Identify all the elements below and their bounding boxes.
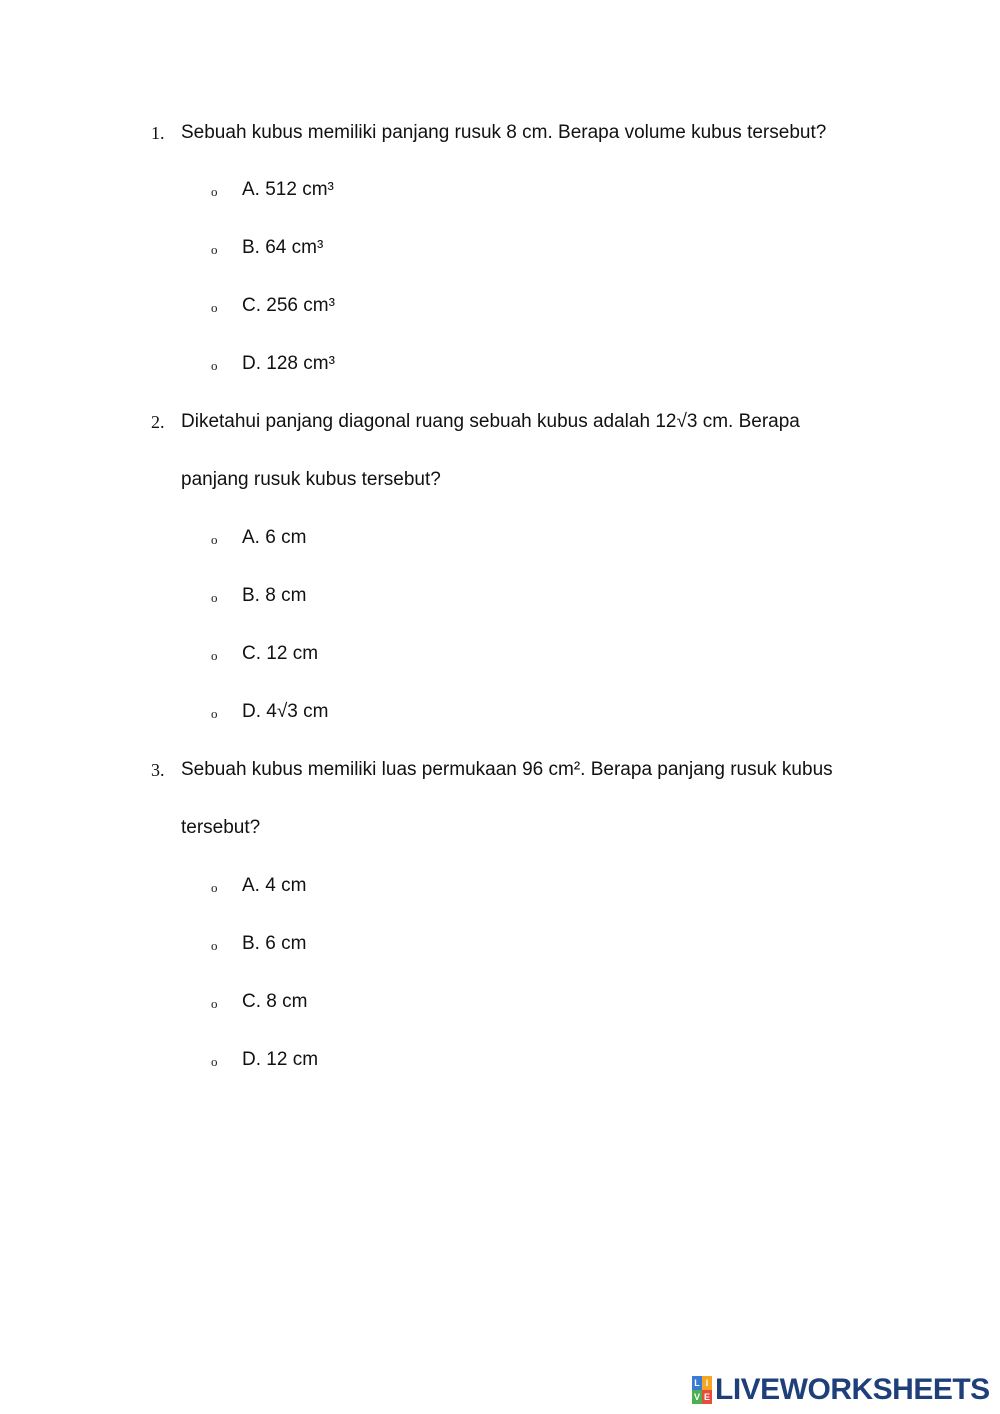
option-label[interactable]: D. 128 cm³ xyxy=(242,353,335,374)
radio-bullet-icon[interactable]: o xyxy=(211,1054,218,1069)
question-number: 1. xyxy=(151,123,165,143)
question-number: 3. xyxy=(151,760,165,780)
question-text: Diketahui panjang diagonal ruang sebuah kubus adalah 12√3 cm. Berapa xyxy=(181,411,800,432)
logo-badge-letter: V xyxy=(693,1392,700,1402)
option-label[interactable]: A. 512 cm³ xyxy=(242,179,334,200)
option-label[interactable]: B. 8 cm xyxy=(242,585,307,606)
radio-bullet-icon[interactable]: o xyxy=(211,184,218,199)
logo-badge-icon xyxy=(692,1376,712,1404)
radio-bullet-icon[interactable]: o xyxy=(211,358,218,373)
radio-bullet-icon[interactable]: o xyxy=(211,648,218,663)
radio-bullet-icon[interactable]: o xyxy=(211,242,218,257)
logo-badge-letter: L xyxy=(692,1376,702,1390)
radio-bullet-icon[interactable]: o xyxy=(211,996,218,1011)
option-label[interactable]: A. 4 cm xyxy=(242,875,307,896)
logo-wordmark: LIVEWORKSHEETS xyxy=(715,1373,990,1406)
radio-bullet-icon[interactable]: o xyxy=(211,706,218,721)
option-label[interactable]: A. 6 cm xyxy=(242,527,307,548)
radio-bullet-icon[interactable]: o xyxy=(211,938,218,953)
option-label[interactable]: B. 64 cm³ xyxy=(242,237,324,258)
liveworksheets-logo xyxy=(692,1373,990,1407)
logo-badge-letter: E xyxy=(703,1392,710,1402)
question-text: Sebuah kubus memiliki luas permukaan 96 cm². Berapa panjang rusuk kubus xyxy=(181,759,833,780)
option-label[interactable]: D. 4√3 cm xyxy=(242,701,329,722)
option-label[interactable]: D. 12 cm xyxy=(242,1049,319,1070)
radio-bullet-icon[interactable]: o xyxy=(211,880,218,895)
radio-bullet-icon[interactable]: o xyxy=(211,300,218,315)
option-label[interactable]: C. 256 cm³ xyxy=(242,295,335,316)
option-label[interactable]: C. 12 cm xyxy=(242,643,319,664)
question-text: Sebuah kubus memiliki panjang rusuk 8 cm. Berapa volume kubus tersebut? xyxy=(181,122,827,143)
question-text-continued: panjang rusuk kubus tersebut? xyxy=(181,469,441,490)
question-number: 2. xyxy=(151,412,165,432)
question-text-continued: tersebut? xyxy=(181,817,261,838)
radio-bullet-icon[interactable]: o xyxy=(211,590,218,605)
radio-bullet-icon[interactable]: o xyxy=(211,532,218,547)
logo-badge-letter: I xyxy=(702,1376,712,1390)
option-label[interactable]: C. 8 cm xyxy=(242,991,308,1012)
option-label[interactable]: B. 6 cm xyxy=(242,933,307,954)
